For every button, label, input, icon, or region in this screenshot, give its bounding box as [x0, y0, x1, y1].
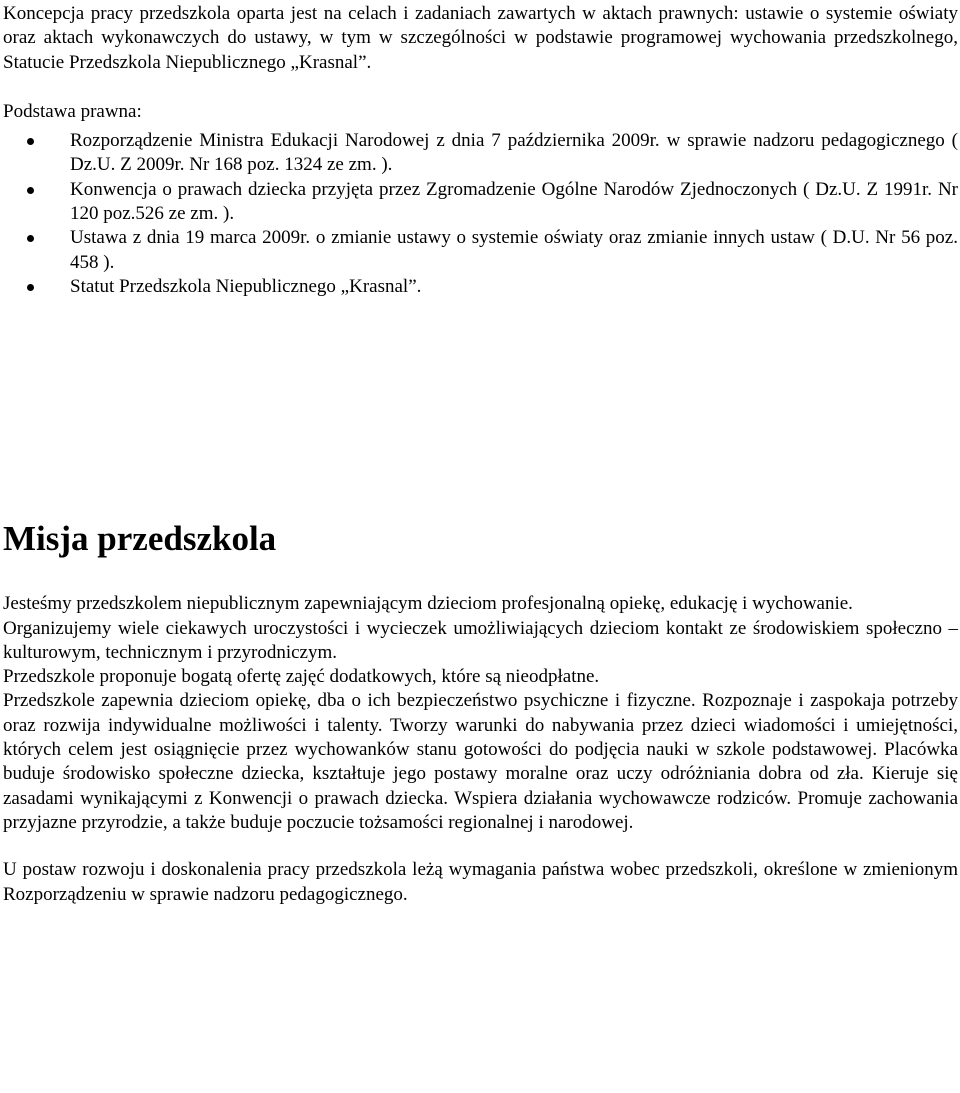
list-item — [70, 129, 958, 178]
mission-paragraph: Przedszkole proponuje bogatą ofertę zajęć dodatkowych, które są nieodpłatne. — [3, 666, 600, 688]
mission-paragraph: Przedszkole zapewnia dzieciom opiekę, dba o ich bezpieczeństwo psychiczne i fizyczne. Rozpoznaje i zaspokaja potrzeby oraz rozwija indywidualne możliwości i talenty. Tworzy warunki do nabywania przez dzieci wiadomości i umiejętności, których celem jest osiągnięcie przez wychowanków stanu gotowości do podjęcia nauki w szkole podstawowej. Placówka buduje środowisko społeczne dziecka, kształtuje jego postawy moralne oraz uczy odróżniania dobra od zła. Kieruje się zasadami wynikającymi z Konwencji o prawach dziecka. Wspiera działania wychowawcze rodziców. Promuje zachowania przyjazne przyrodzie, a także buduje poczucie tożsamości regionalnej i narodowej. — [3, 690, 958, 833]
list-item-text: Statut Przedszkola Niepublicznego „Krasnal”. — [70, 275, 422, 297]
bullet-icon — [27, 235, 34, 242]
legal-basis-list — [3, 129, 958, 299]
mission-section — [3, 592, 958, 835]
list-item-text: Konwencja o prawach dziecka przyjęta przez Zgromadzenie Ogólne Narodów Zjednoczonych ( Dz.U. Z 1991r. Nr 120 poz.526 ze zm. ). — [70, 178, 958, 225]
list-item — [70, 275, 958, 299]
bullet-icon — [27, 138, 34, 145]
legal-basis-label: Podstawa prawna: — [3, 100, 142, 122]
document-page — [3, 0, 958, 907]
mission-title: Misja przedszkola — [3, 519, 277, 559]
bullet-icon — [27, 284, 34, 291]
mission-paragraph: Jesteśmy przedszkolem niepublicznym zapewniającym dzieciom profesjonalną opiekę, edukację i wychowanie. — [3, 593, 853, 615]
list-item — [70, 226, 958, 275]
list-item — [70, 178, 958, 227]
list-item-text: Ustawa z dnia 19 marca 2009r. o zmianie ustawy o systemie oświaty oraz zmianie innych ustaw ( D.U. Nr 56 poz. 458 ). — [70, 227, 958, 273]
bullet-icon — [27, 187, 34, 194]
list-item-text: Rozporządzenie Ministra Edukacji Narodowej z dnia 7 października 2009r. w sprawie nadzoru pedagogicznego ( Dz.U. Z 2009r. Nr 168 poz. 1324 ze zm. ). — [70, 130, 958, 176]
intro-paragraph: Koncepcja pracy przedszkola oparta jest na celach i zadaniach zawartych w aktach prawnych: ustawie o systemie oświaty oraz aktach wykonawczych do ustawy, w tym w szczególności w podstawie programowej wychowania przedszkolnego, Statucie Przedszkola Niepublicznego „Krasnal”. — [3, 3, 958, 73]
mission-paragraph: Organizujemy wiele ciekawych uroczystości i wycieczek umożliwiających dzieciom kontakt ze środowiskiem społeczno – kulturowym, technicznym i przyrodniczym. — [3, 617, 958, 663]
closing-paragraph: U postaw rozwoju i doskonalenia pracy przedszkola leżą wymagania państwa wobec przedszkoli, określone w zmienionym Rozporządzeniu w sprawie nadzoru pedagogicznego. — [3, 859, 958, 905]
